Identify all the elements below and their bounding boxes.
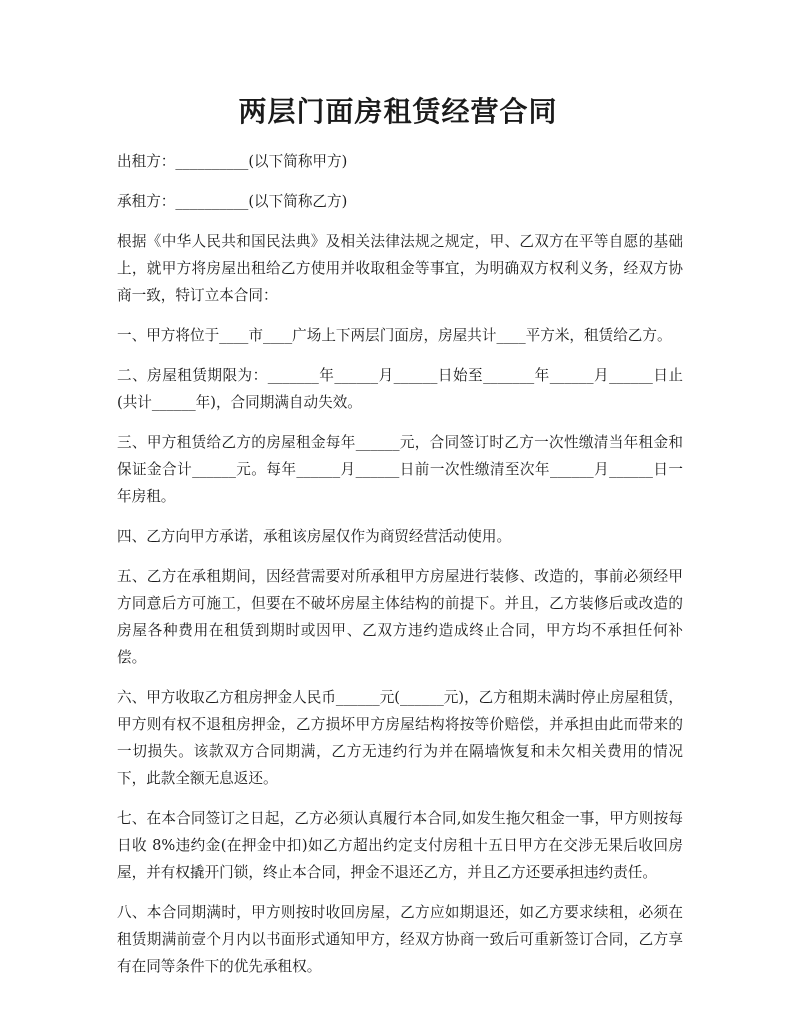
- lessee-line: 承租方：__________(以下简称乙方): [117, 193, 348, 210]
- preamble-paragraph: 根据《中华人民共和国民法典》及相关法律法规之规定，甲、乙双方在平等自愿的基础上，就甲方将房屋出租给乙方使用并收取租金等事宜，为明确双方权利义务，经双方协商一致，特订立本合同：: [117, 233, 683, 304]
- document-body: [117, 148, 683, 993]
- lessor-line: 出租方：__________(以下简称甲方): [117, 153, 348, 170]
- clause-5: 五、乙方在承租期间，因经营需要对所承租甲方房屋进行装修、改造的，事前必须经甲方同意后方可施工，但要在不破坏房屋主体结构的前提下。并且，乙方装修后或改造的房屋各种费用在租赁到期时或因甲、乙双方违约造成终止合同，甲方均不承担任何补偿。: [117, 568, 683, 666]
- clause-4: 四、乙方向甲方承诺，承租该房屋仅作为商贸经营活动使用。: [117, 528, 512, 545]
- clause-7: 七、在本合同签订之日起，乙方必须认真履行本合同,如发生拖欠租金一事，甲方则按每日收 8%违约金(在押金中扣)如乙方超出约定支付房租十五日甲方在交涉无果后收回房屋，并有权撬开门锁，终止本合同，押金不退还乙方，并且乙方还要承担违约责任。: [117, 810, 683, 881]
- clause-8: 八、本合同期满时，甲方则按时收回房屋，乙方应如期退还，如乙方要求续租，必须在租赁期满前壹个月内以书面形式通知甲方，经双方协商一致后可重新签订合同，乙方享有在同等条件下的优先承租权。: [117, 904, 683, 975]
- clause-1: 一、甲方将位于____市____广场上下两层门面房，房屋共计____平方米，租赁给乙方。: [117, 327, 672, 344]
- clause-2: 二、房屋租赁期限为：_______年______月______日始至_______年______月______日止(共计______年)，合同期满自动失效。: [117, 367, 683, 411]
- clause-3: 三、甲方租赁给乙方的房屋租金每年______元，合同签订时乙方一次性缴清当年租金和保证金合计______元。每年______月______日前一次性缴清至次年______月______日一年房租。: [117, 434, 683, 505]
- document-title: 两层门面房租赁经营合同: [238, 95, 558, 128]
- clause-6: 六、甲方收取乙方租房押金人民币______元(______元)，乙方租期未满时停止房屋租赁，甲方则有权不退租房押金，乙方损坏甲方房屋结构将按等价赔偿，并承担由此而带来的一切损失。该款双方合同期满，乙方无违约行为并在隔墙恢复和未欠相关费用的情况下，此款全额无息返还。: [117, 689, 683, 787]
